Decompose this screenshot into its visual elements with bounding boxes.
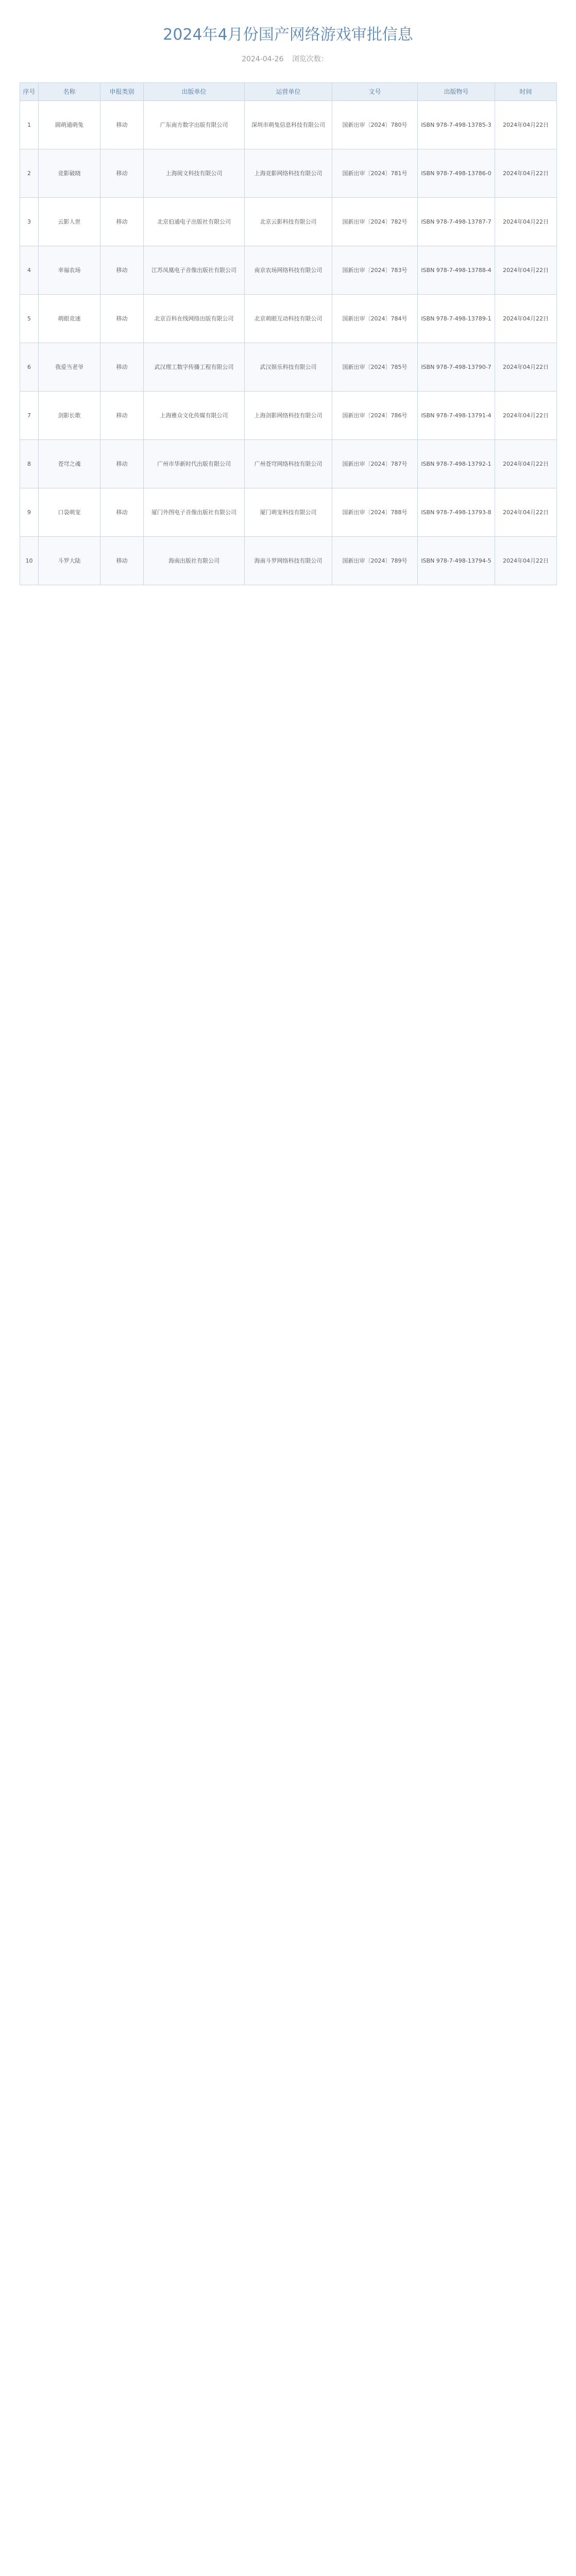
table-row	[20, 343, 557, 392]
cell-operator: 厦门萌宠科技有限公司	[245, 488, 332, 537]
cell-name: 竞影破晓	[39, 149, 100, 198]
cell-approval-no: 国新出审〔2024〕780号	[332, 101, 418, 149]
cell-date: 2024年04月22日	[495, 440, 557, 488]
table-body	[20, 101, 557, 585]
col-header-index: 序号	[20, 83, 39, 101]
cell-operator: 武汉娱乐科技有限公司	[245, 343, 332, 392]
cell-date: 2024年04月22日	[495, 488, 557, 537]
cell-isbn: ISBN 978-7-498-13790-7	[418, 343, 495, 392]
cell-approval-no: 国新出审〔2024〕782号	[332, 198, 418, 246]
table-row	[20, 149, 557, 198]
cell-isbn: ISBN 978-7-498-13794-5	[418, 537, 495, 585]
cell-category: 移动	[100, 246, 144, 295]
cell-index: 6	[20, 343, 39, 392]
cell-approval-no: 国新出审〔2024〕783号	[332, 246, 418, 295]
cell-index: 10	[20, 537, 39, 585]
col-header-name: 名称	[39, 83, 100, 101]
views-label: 浏览次数：	[292, 55, 328, 63]
cell-publisher: 广东南方数字出版有限公司	[144, 101, 245, 149]
cell-operator: 上海竞影网络科技有限公司	[245, 149, 332, 198]
table-row	[20, 537, 557, 585]
cell-category: 移动	[100, 295, 144, 343]
cell-index: 1	[20, 101, 39, 149]
cell-category: 移动	[100, 537, 144, 585]
cell-publisher: 江苏凤凰电子音像出版社有限公司	[144, 246, 245, 295]
cell-isbn: ISBN 978-7-498-13793-8	[418, 488, 495, 537]
cell-publisher: 上海雅众文化传媒有限公司	[144, 392, 245, 440]
cell-date: 2024年04月22日	[495, 392, 557, 440]
table-row	[20, 101, 557, 149]
cell-publisher: 上海阅文科技有限公司	[144, 149, 245, 198]
cell-name: 圆萌通萌兔	[39, 101, 100, 149]
cell-operator: 北京云影科技有限公司	[245, 198, 332, 246]
cell-date: 2024年04月22日	[495, 198, 557, 246]
cell-date: 2024年04月22日	[495, 101, 557, 149]
col-header-date: 时间	[495, 83, 557, 101]
cell-index: 7	[20, 392, 39, 440]
cell-name: 苍穹之魂	[39, 440, 100, 488]
cell-approval-no: 国新出审〔2024〕788号	[332, 488, 418, 537]
col-header-approval-no: 文号	[332, 83, 418, 101]
cell-category: 移动	[100, 488, 144, 537]
cell-name: 剑影长歌	[39, 392, 100, 440]
cell-isbn: ISBN 978-7-498-13792-1	[418, 440, 495, 488]
cell-category: 移动	[100, 343, 144, 392]
cell-isbn: ISBN 978-7-498-13789-1	[418, 295, 495, 343]
cell-index: 9	[20, 488, 39, 537]
cell-name: 斗罗大陆	[39, 537, 100, 585]
cell-index: 2	[20, 149, 39, 198]
cell-category: 移动	[100, 392, 144, 440]
cell-publisher: 广州市华新时代出版有限公司	[144, 440, 245, 488]
cell-index: 3	[20, 198, 39, 246]
approval-table-wrapper	[20, 82, 556, 585]
cell-approval-no: 国新出审〔2024〕786号	[332, 392, 418, 440]
table-row	[20, 440, 557, 488]
cell-date: 2024年04月22日	[495, 537, 557, 585]
cell-category: 移动	[100, 198, 144, 246]
cell-name: 口袋萌宠	[39, 488, 100, 537]
col-header-isbn: 出版物号	[418, 83, 495, 101]
cell-operator: 北京萌眼互动科技有限公司	[245, 295, 332, 343]
cell-name: 萌眼竞速	[39, 295, 100, 343]
table-row	[20, 198, 557, 246]
cell-isbn: ISBN 978-7-498-13788-4	[418, 246, 495, 295]
cell-index: 4	[20, 246, 39, 295]
col-header-category: 申报类别	[100, 83, 144, 101]
cell-name: 我爱当老爷	[39, 343, 100, 392]
cell-operator: 海南斗罗网络科技有限公司	[245, 537, 332, 585]
cell-publisher: 北京百科在线网络出版有限公司	[144, 295, 245, 343]
table-row	[20, 295, 557, 343]
cell-operator: 南京农场网络科技有限公司	[245, 246, 332, 295]
cell-index: 8	[20, 440, 39, 488]
cell-approval-no: 国新出审〔2024〕789号	[332, 537, 418, 585]
col-header-operator: 运营单位	[245, 83, 332, 101]
cell-index: 5	[20, 295, 39, 343]
cell-category: 移动	[100, 440, 144, 488]
cell-category: 移动	[100, 101, 144, 149]
cell-publisher: 北京伯通电子出版社有限公司	[144, 198, 245, 246]
table-row	[20, 488, 557, 537]
cell-publisher: 海南出版社有限公司	[144, 537, 245, 585]
cell-category: 移动	[100, 149, 144, 198]
page-title: 2024年4月份国产网络游戏审批信息	[163, 26, 413, 44]
cell-approval-no: 国新出审〔2024〕784号	[332, 295, 418, 343]
cell-date: 2024年04月22日	[495, 343, 557, 392]
cell-approval-no: 国新出审〔2024〕781号	[332, 149, 418, 198]
cell-isbn: ISBN 978-7-498-13787-7	[418, 198, 495, 246]
table-row	[20, 246, 557, 295]
cell-approval-no: 国新出审〔2024〕787号	[332, 440, 418, 488]
cell-isbn: ISBN 978-7-498-13785-3	[418, 101, 495, 149]
publish-date: 2024-04-26	[242, 55, 284, 63]
cell-operator: 广州苍穹网络科技有限公司	[245, 440, 332, 488]
cell-isbn: ISBN 978-7-498-13791-4	[418, 392, 495, 440]
page-header	[0, 0, 576, 82]
table-header-row	[20, 83, 557, 101]
page-meta	[0, 54, 576, 64]
approval-table	[20, 82, 557, 585]
cell-date: 2024年04月22日	[495, 149, 557, 198]
cell-approval-no: 国新出审〔2024〕785号	[332, 343, 418, 392]
cell-date: 2024年04月22日	[495, 295, 557, 343]
cell-publisher: 武汉理工数字传播工程有限公司	[144, 343, 245, 392]
col-header-publisher: 出版单位	[144, 83, 245, 101]
cell-operator: 上海剑影网络科技有限公司	[245, 392, 332, 440]
cell-isbn: ISBN 978-7-498-13786-0	[418, 149, 495, 198]
cell-name: 云影人世	[39, 198, 100, 246]
cell-name: 幸福农场	[39, 246, 100, 295]
cell-publisher: 厦门外图电子音像出版社有限公司	[144, 488, 245, 537]
table-row	[20, 392, 557, 440]
cell-operator: 深圳市萌兔信息科技有限公司	[245, 101, 332, 149]
cell-date: 2024年04月22日	[495, 246, 557, 295]
